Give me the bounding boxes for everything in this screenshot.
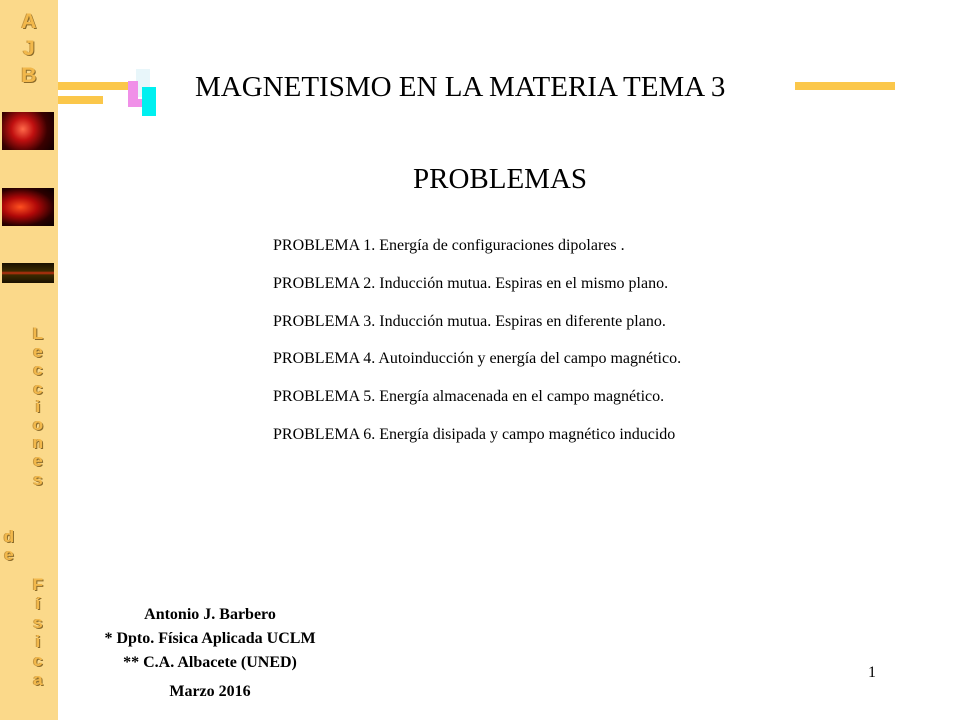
sidebar-thumbnail-image (2, 263, 54, 283)
sidebar-letter: a (33, 670, 43, 689)
sidebar-letter: d (3, 527, 15, 546)
problem-list-item: PROBLEMA 2. Inducción mutua. Espiras en el mismo plano. (273, 274, 669, 292)
sidebar-letter: A (21, 10, 37, 33)
sidebar-letter: s (33, 469, 43, 489)
sidebar-letter: í (35, 594, 41, 613)
sidebar-letter: L (32, 324, 44, 343)
sidebar-thumbnail-image (2, 112, 54, 150)
page-title: MAGNETISMO EN LA MATERIA TEMA 3 (195, 71, 726, 103)
problem-list-item: PROBLEMA 4. Autoinducción y energía del campo magnético. (273, 350, 682, 368)
decorative-accent-bar (795, 82, 895, 90)
sidebar-ajb-letters (0, 8, 58, 89)
author-affiliation: * Dpto. Física Aplicada UCLM (104, 630, 316, 647)
sidebar-letter: c (33, 651, 43, 670)
sidebar-de-letters (0, 528, 38, 564)
sidebar-letter: e (33, 451, 43, 471)
presentation-date: Marzo 2016 (169, 683, 251, 700)
sidebar-letter: J (23, 37, 35, 60)
sidebar (0, 0, 58, 720)
section-heading: PROBLEMAS (412, 163, 588, 195)
sidebar-letter: c (33, 378, 43, 398)
author-affiliation: ** C.A. Albacete (UNED) (123, 654, 297, 671)
sidebar-lecciones-letters (2, 325, 74, 489)
problem-list-item: PROBLEMA 6. Energía disipada y campo magnético inducido (273, 425, 676, 443)
page-number: 1 (868, 664, 876, 681)
decorative-accent-bar (58, 96, 103, 104)
sidebar-letter: o (32, 415, 44, 435)
sidebar-letter: B (21, 64, 37, 87)
sidebar-letter: n (32, 433, 44, 453)
problem-list-item: PROBLEMA 3. Inducción mutua. Espiras en diferente plano. (273, 312, 666, 330)
sidebar-letter: i (35, 396, 41, 416)
problem-list-item: PROBLEMA 1. Energía de configuraciones dipolares . (273, 237, 625, 254)
problem-list-item: PROBLEMA 5. Energía almacenada en el campo magnético. (273, 388, 665, 406)
problem-list (273, 236, 681, 463)
sidebar-letter: F (32, 575, 44, 594)
decorative-logo-icon (122, 65, 162, 120)
sidebar-letter: s (33, 613, 43, 632)
author-name: Antonio J. Barbero (144, 606, 276, 623)
sidebar-letter: c (33, 360, 43, 380)
sidebar-letter: e (4, 545, 14, 564)
sidebar-letter: e (33, 342, 43, 362)
sidebar-letter: i (35, 632, 41, 651)
